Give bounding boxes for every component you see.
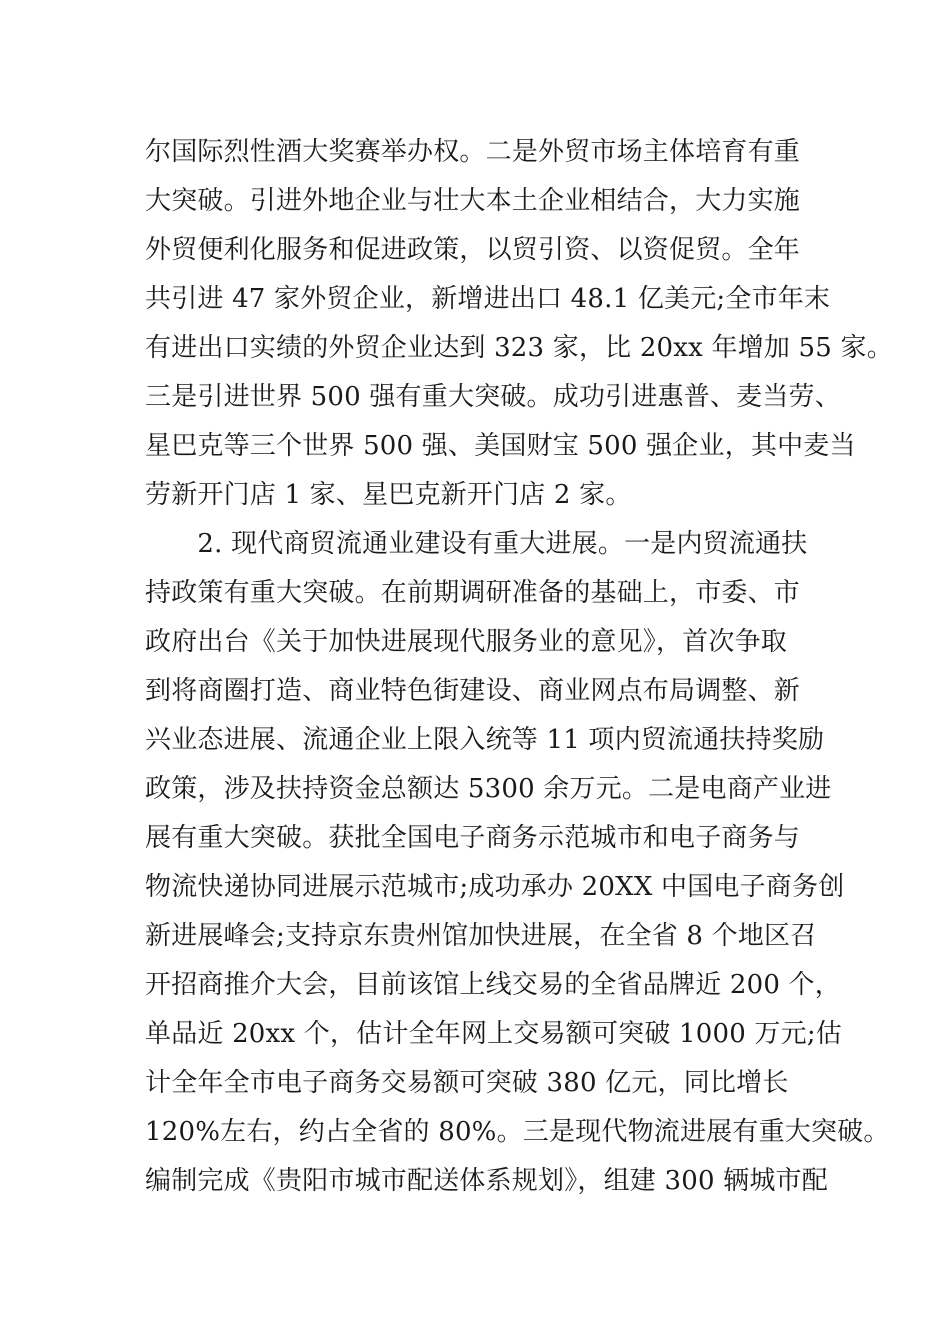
text-line: 共引进 47 家外贸企业，新增进出口 48.1 亿美元;全市年末 — [145, 284, 831, 314]
text-line: 120%左右，约占全省的 80%。三是现代物流进展有重大突破。 — [145, 1117, 890, 1147]
text-line: 劳新开门店 1 家、星巴克新开门店 2 家。 — [145, 480, 632, 510]
text-line: 计全年全市电子商务交易额可突破 380 亿元，同比增长 — [145, 1068, 789, 1098]
text-line: 尔国际烈性酒大奖赛举办权。二是外贸市场主体培育有重 — [145, 137, 801, 167]
document-body — [145, 128, 893, 1206]
text-line: 展有重大突破。获批全国电子商务示范城市和电子商务与 — [145, 823, 801, 853]
text-line: 开招商推介大会，目前该馆上线交易的全省品牌近 200 个， — [145, 970, 841, 1000]
text-line: 到将商圈打造、商业特色街建设、商业网点布局调整、新 — [145, 676, 801, 706]
text-line: 编制完成《贵阳市城市配送体系规划》，组建 300 辆城市配 — [145, 1166, 828, 1196]
text-line: 政府出台《关于加快进展现代服务业的意见》，首次争取 — [145, 627, 788, 657]
text-line: 外贸便利化服务和促进政策，以贸引资、以资促贸。全年 — [145, 235, 801, 265]
text-line: 星巴克等三个世界 500 强、美国财宝 500 强企业，其中麦当 — [145, 431, 856, 461]
text-line: 物流快递协同进展示范城市;成功承办 20XX 中国电子商务创 — [145, 872, 845, 902]
text-line: 政策，涉及扶持资金总额达 5300 余万元。二是电商产业进 — [145, 774, 832, 804]
text-line: 有进出口实绩的外贸企业达到 323 家，比 20xx 年增加 55 家。 — [145, 333, 893, 363]
text-line: 三是引进世界 500 强有重大突破。成功引进惠普、麦当劳、 — [145, 382, 841, 412]
text-line: 大突破。引进外地企业与壮大本土企业相结合，大力实施 — [145, 186, 801, 216]
text-line: 新进展峰会;支持京东贵州馆加快进展，在全省 8 个地区召 — [145, 921, 817, 951]
text-line: 2. 现代商贸流通业建设有重大进展。一是内贸流通扶 — [145, 529, 808, 559]
text-line: 持政策有重大突破。在前期调研准备的基础上，市委、市 — [145, 578, 801, 608]
text-line: 兴业态进展、流通企业上限入统等 11 项内贸流通扶持奖励 — [145, 725, 825, 755]
text-line: 单品近 20xx 个，估计全年网上交易额可突破 1000 万元;估 — [145, 1019, 842, 1049]
